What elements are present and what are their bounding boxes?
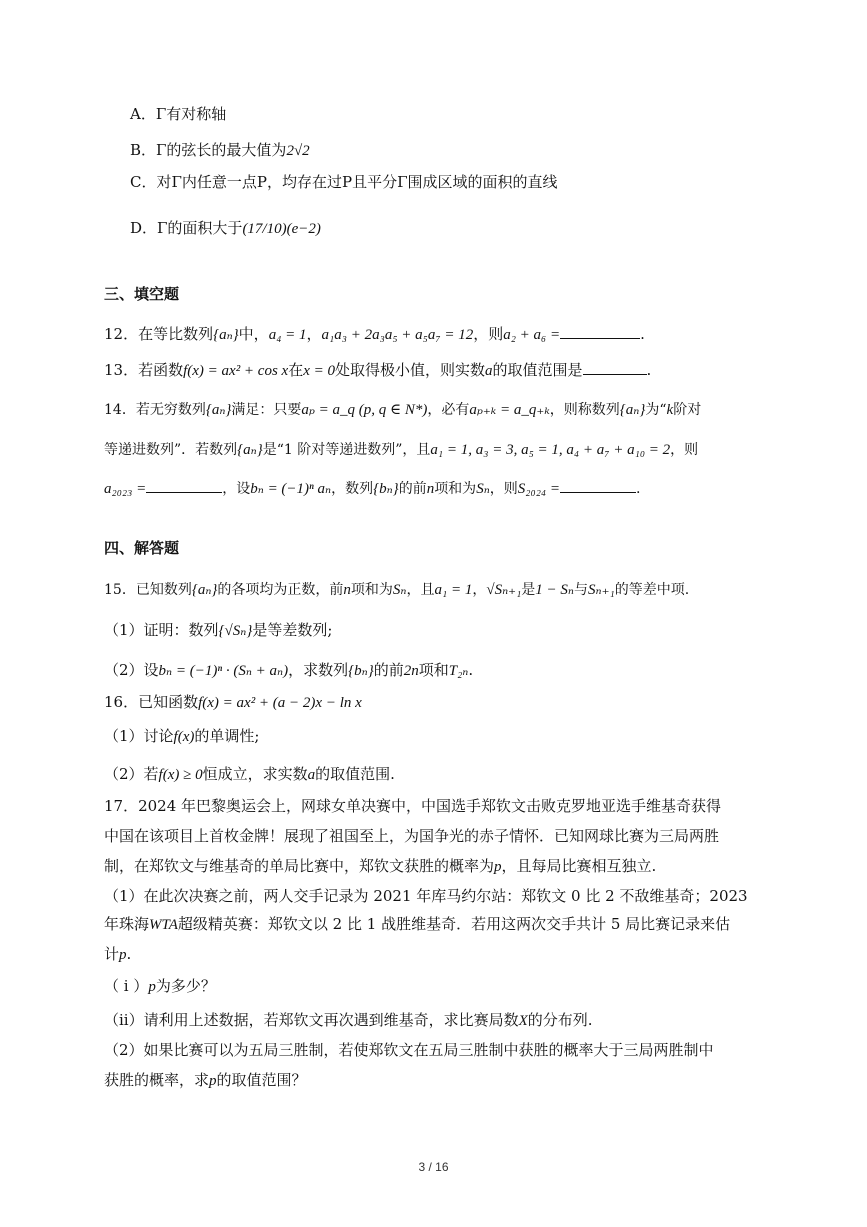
q12-part: ，则 [473,325,504,343]
q15-math: {aₙ} [191,582,218,598]
q14-part: ，设 [222,481,251,497]
option-d-math: (17/10)(e−2) [242,221,321,237]
q15-part: 是等差数列; [252,621,333,639]
q15-math: {bₙ} [348,663,374,679]
question-17-line-4: （1）在此次决赛之前，两人交手记录为 2021 年库马约尔站：郑钦文 0 比 2 不敌维基奇；2023 [104,887,748,905]
q15-math: {√Sₙ} [218,623,253,639]
question-15-line-3 [104,660,473,681]
q12-part: . [640,325,645,343]
q14-math: Sₙ [476,481,490,497]
q14-math: S₂₀₂₄ = [517,481,561,497]
q16-part: 16．已知函数 [104,693,199,711]
question-17-line-3 [104,856,656,877]
q14-math: aₚ = a_q (p, q ∈ N*) [301,402,428,418]
q17-math: p [494,859,502,875]
q14-part: 是“1 阶对等递进数列”，且 [262,442,431,458]
q17-part: 年珠海 [104,915,150,933]
q14-math: {aₙ} [205,402,232,418]
q13-part: 13．若函数 [104,361,184,379]
q17-math: WTA [149,917,178,933]
q14-part: ，则 [489,481,518,497]
q15-part: （1）证明：数列 [104,621,219,639]
q12-part: 12．在等比数列 [104,325,214,343]
q14-math: n [426,481,435,497]
q15-part: ，且 [406,582,435,598]
q15-part: ，求数列 [288,661,349,679]
q12-math: a₁a₃ + 2a₃a₅ + a₅a₇ = 12 [321,327,474,343]
q14-part: 项和为 [434,481,477,497]
option-b [130,140,310,161]
q17-part: 计 [104,945,120,963]
q17-part: 为多少？ [155,977,216,995]
q15-math: 2n [403,663,419,679]
question-17-line-7 [104,976,216,997]
question-14-line-2 [104,440,698,460]
q15-part: 的各项均为正数，前 [217,582,344,598]
q15-math: Sₙ [392,582,407,598]
section-solve-heading: 四、解答题 [104,539,180,557]
q13-part: 在 [288,361,304,379]
q17-part: . [126,945,132,963]
q12-math: a₄ = 1 [268,327,307,343]
question-14-line-1 [104,400,701,420]
q17-part: 超级精英赛：郑钦文以 2 比 1 战胜维基奇．若用这两次交手共计 5 局比赛记录来估 [177,915,731,933]
q14-math: {aₙ} [619,402,646,418]
question-16-line-3 [104,764,395,785]
q14-math: aₚ₊ₖ = a_q₊ₖ [469,402,550,418]
q16-part: 恒成立，求实数 [202,765,308,783]
q12-part: 中， [238,325,269,343]
page-number: 3 / 16 [418,1160,449,1174]
q15-math: bₙ = (−1)ⁿ · (Sₙ + aₙ) [158,663,289,679]
q17-part: （ii）请利用上述数据，若郑钦文再次遇到维基奇，求比赛局数 [104,1011,519,1029]
question-17-line-1: 17．2024 年巴黎奥运会上，网球女单决赛中，中国选手郑钦文击败克罗地亚选手维基奇获得 [104,797,722,815]
q15-math: 1 − Sₙ [535,582,574,598]
section-fill-heading: 三、填空题 [104,285,180,303]
question-17-line-9: （2）如果比赛可以为五局三胜制，若使郑钦文在五局三胜制中获胜的概率大于三局两胜制中 [104,1041,714,1059]
q15-math: Sₙ₊₁ [588,582,615,598]
question-16-line-1 [104,692,362,713]
q13-math: x = 0 [303,363,336,379]
q14-part: 14．若无穷数列 [104,402,206,418]
q17-math: p [209,1073,217,1089]
q16-math: a [307,767,316,783]
q15-part: 的等差中项. [614,582,690,598]
q14-part: 阶对 [673,402,702,418]
q16-math: f(x) [173,729,195,745]
q15-part: 的前 [373,661,404,679]
q16-part: （2）若 [104,765,159,783]
option-d-text: D．Γ的面积大于 [130,219,243,237]
q14-part: ，必有 [427,402,470,418]
q12-math: a₂ + a₆ = [503,327,561,343]
q14-part: ，则称数列 [549,402,620,418]
q14-part: ，数列 [331,481,374,497]
q13-part: 处取得极小值，则实数 [335,361,486,379]
q16-math: f(x) = ax² + (a − 2)x − ln x [198,695,362,711]
q12-answer-blank[interactable] [560,324,640,339]
q16-part: 的取值范围. [315,765,395,783]
q16-math: f(x) ≥ 0 [158,767,203,783]
q15-math: √Sₙ₊₁ [486,582,522,598]
q17-part: （ i ） [104,977,149,995]
q14-math: a₁ = 1, a₃ = 3, a₅ = 1, a₄ + a₇ + a₁₀ = 2 [430,442,671,458]
option-b-math: 2√2 [286,143,310,159]
q17-math: X [518,1013,528,1029]
question-13 [104,360,651,381]
option-b-text: B．Γ的弦长的最大值为 [130,141,287,159]
q17-part: 的取值范围？ [216,1071,307,1089]
q15-math: n [343,582,351,598]
question-16-line-2 [104,726,259,747]
question-15-line-2 [104,620,332,641]
q15-part: ， [472,582,487,598]
q16-part: （1）讨论 [104,727,174,745]
q14-math: {aₙ} [237,442,263,458]
question-14-line-3 [104,478,640,499]
q14-part: 为“ [645,402,667,418]
q15-part: （2）设 [104,661,159,679]
q14-part: 的前 [398,481,427,497]
question-17-line-5 [104,914,730,935]
q14-math: bₙ = (−1)ⁿ aₙ [250,481,332,497]
question-17-line-10 [104,1070,307,1091]
q14-answer-blank-2[interactable] [560,478,636,493]
question-12 [104,324,645,345]
q15-part: . [468,661,474,679]
question-17-line-8 [104,1010,593,1031]
question-17-line-6 [104,944,131,965]
option-d [130,218,321,239]
q13-answer-blank[interactable] [583,360,647,375]
q15-part: 项和 [418,661,449,679]
q15-part: 是 [521,582,536,598]
q16-part: 的单调性; [194,727,260,745]
q12-math: {aₙ} [213,327,239,343]
q15-part: 15．已知数列 [104,582,192,598]
q14-part: ，则 [670,442,699,458]
q14-part: 等递进数列”．若数列 [104,442,238,458]
q13-part: 的取值范围是 [492,361,583,379]
q13-math: a [485,363,493,379]
q17-part: ，且每局比赛相互独立. [501,857,657,875]
q13-math: f(x) = ax² + cos x [183,363,289,379]
option-a [130,104,226,124]
q13-part: . [646,361,652,379]
q17-part: 制，在郑钦文与维基奇的单局比赛中，郑钦文获胜的概率为 [104,857,495,875]
question-17-line-2: 中国在该项目上首枚金牌！展现了祖国至上，为国争光的赤子情怀．已知网球比赛为三局两胜 [104,827,720,845]
q17-part: 的分布列. [527,1011,593,1029]
option-c [130,172,557,192]
q15-math: T₂ₙ [448,663,469,679]
q14-math: k [666,402,674,418]
q15-part: 与 [574,582,588,598]
q14-part: 满足：只要 [231,402,302,418]
q15-math: a₁ = 1 [434,582,473,598]
q14-math: {bₙ} [373,481,399,497]
q17-part: 获胜的概率，求 [104,1071,210,1089]
q15-part: 项和为 [350,582,393,598]
option-c-text: C．对Γ内任意一点P，均存在过P且平分Γ围成区域的面积的直线 [130,173,558,191]
q17-math: p [148,979,156,995]
q14-part: . [636,481,641,497]
q12-part: ， [306,325,322,343]
option-a-text: A．Γ有对称轴 [130,105,227,123]
q14-answer-blank-1[interactable] [146,478,222,493]
q17-math: p [119,947,127,963]
q14-math: a₂₀₂₃ = [104,481,147,497]
question-15-line-1 [104,580,689,600]
